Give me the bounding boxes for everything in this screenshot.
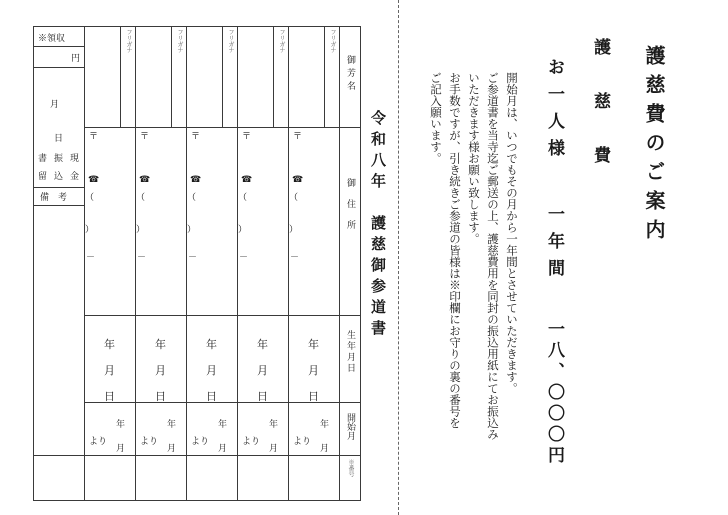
paren-close: ） [289, 225, 299, 235]
transfer-komi: 込 [54, 172, 64, 182]
notice-line-4: お手数ですが、引き続きご参道の皆様は※印欄にお守りの裏の番号を [448, 72, 462, 429]
birth-day: 日 [308, 390, 319, 403]
transfer-ryu: 留 [38, 172, 48, 182]
phone-icon: ☎ [292, 175, 304, 185]
birth-month: 月 [257, 364, 268, 377]
start-yori: より [242, 437, 261, 447]
furigana-label: フリガナ [125, 29, 132, 53]
phone-dash: － [86, 253, 96, 263]
yen-label: 円 [71, 54, 81, 64]
phone-icon: ☎ [190, 175, 202, 185]
form-title: 令和八年 護慈御参道書 [369, 110, 387, 341]
furigana-label: フリガナ [176, 29, 183, 53]
paren-open: （ [136, 193, 146, 203]
start-yori: より [293, 437, 312, 447]
period-label: 一年間 [544, 205, 564, 286]
furigana-label: フリガナ [329, 29, 336, 53]
birth-day: 日 [104, 390, 115, 403]
birth-month: 月 [155, 364, 166, 377]
birth-year: 年 [155, 338, 166, 351]
birth-day: 日 [206, 390, 217, 403]
start-year: 年 [269, 420, 279, 430]
phone-dash: － [137, 253, 147, 263]
paren-open: （ [289, 193, 299, 203]
birth-month: 月 [104, 364, 115, 377]
address-header: 御住所 [345, 178, 355, 241]
postal-mark: 〒 [191, 132, 201, 142]
birth-month: 月 [206, 364, 217, 377]
birth-year: 年 [104, 338, 115, 351]
start-month: 月 [116, 444, 126, 454]
paren-close: ） [136, 225, 146, 235]
birth-year: 年 [257, 338, 268, 351]
phone-icon: ☎ [241, 175, 253, 185]
start-yori: より [89, 437, 108, 447]
birth-day: 日 [155, 390, 166, 403]
phone-dash: － [239, 253, 249, 263]
transfer-kakitome: 書 [38, 154, 48, 164]
notice-line-1: 開始月は、いつでもその月から一年間とさせていただきます。 [505, 72, 519, 394]
fee-label: 護 慈 費 [590, 38, 610, 173]
phone-dash: － [188, 253, 198, 263]
notice-title: 護慈費のご案内 [642, 45, 666, 248]
notice-line-3: いただきます様お願い致します。 [467, 72, 481, 245]
birth-header: 生年月日 [345, 330, 355, 374]
day-label: 日 [54, 134, 64, 144]
birth-month: 月 [308, 364, 319, 377]
start-yori: より [140, 437, 159, 447]
start-yori: より [191, 437, 210, 447]
transfer-furikomi: 振 [54, 154, 64, 164]
start-year: 年 [320, 420, 330, 430]
postal-mark: 〒 [242, 132, 252, 142]
name-header: 御芳名 [345, 55, 355, 94]
postal-mark: 〒 [293, 132, 303, 142]
notice-line-2: ご参道書を当寺迄ご郵送の上、護慈費用を同封の振込用紙にてお振込み [486, 72, 500, 440]
receipt-label: ※領収 [38, 34, 66, 44]
paren-close: ） [187, 225, 197, 235]
start-month: 月 [320, 444, 330, 454]
notice-body [420, 72, 520, 472]
transfer-kin: 金 [70, 172, 80, 182]
phone-icon: ☎ [139, 175, 151, 185]
remarks-label: 備 考 [40, 193, 68, 203]
postal-mark: 〒 [89, 132, 99, 142]
notice-line-5: ご記入願います。 [429, 72, 443, 164]
phone-icon: ☎ [88, 175, 100, 185]
birth-year: 年 [206, 338, 217, 351]
birth-day: 日 [257, 390, 268, 403]
paren-open: （ [85, 193, 95, 203]
paren-close: ） [85, 225, 95, 235]
furigana-label: フリガナ [227, 29, 234, 53]
start-month: 月 [218, 444, 228, 454]
month-label: 月 [50, 100, 60, 110]
number-header: ※番号 [347, 459, 354, 477]
start-month: 月 [269, 444, 279, 454]
start-header: 開始月 [345, 413, 355, 440]
per-person-label: お一人様 [544, 58, 564, 166]
start-year: 年 [116, 420, 126, 430]
transfer-genkin: 現 [70, 154, 80, 164]
phone-dash: － [290, 253, 300, 263]
start-year: 年 [167, 420, 177, 430]
paren-close: ） [238, 225, 248, 235]
start-month: 月 [167, 444, 177, 454]
cut-line [398, 0, 399, 515]
fee-amount: 一八、〇〇〇円 [544, 320, 564, 467]
start-year: 年 [218, 420, 228, 430]
application-form [33, 26, 361, 501]
furigana-label: フリガナ [278, 29, 285, 53]
postal-mark: 〒 [140, 132, 150, 142]
birth-year: 年 [308, 338, 319, 351]
paren-open: （ [187, 193, 197, 203]
paren-open: （ [238, 193, 248, 203]
